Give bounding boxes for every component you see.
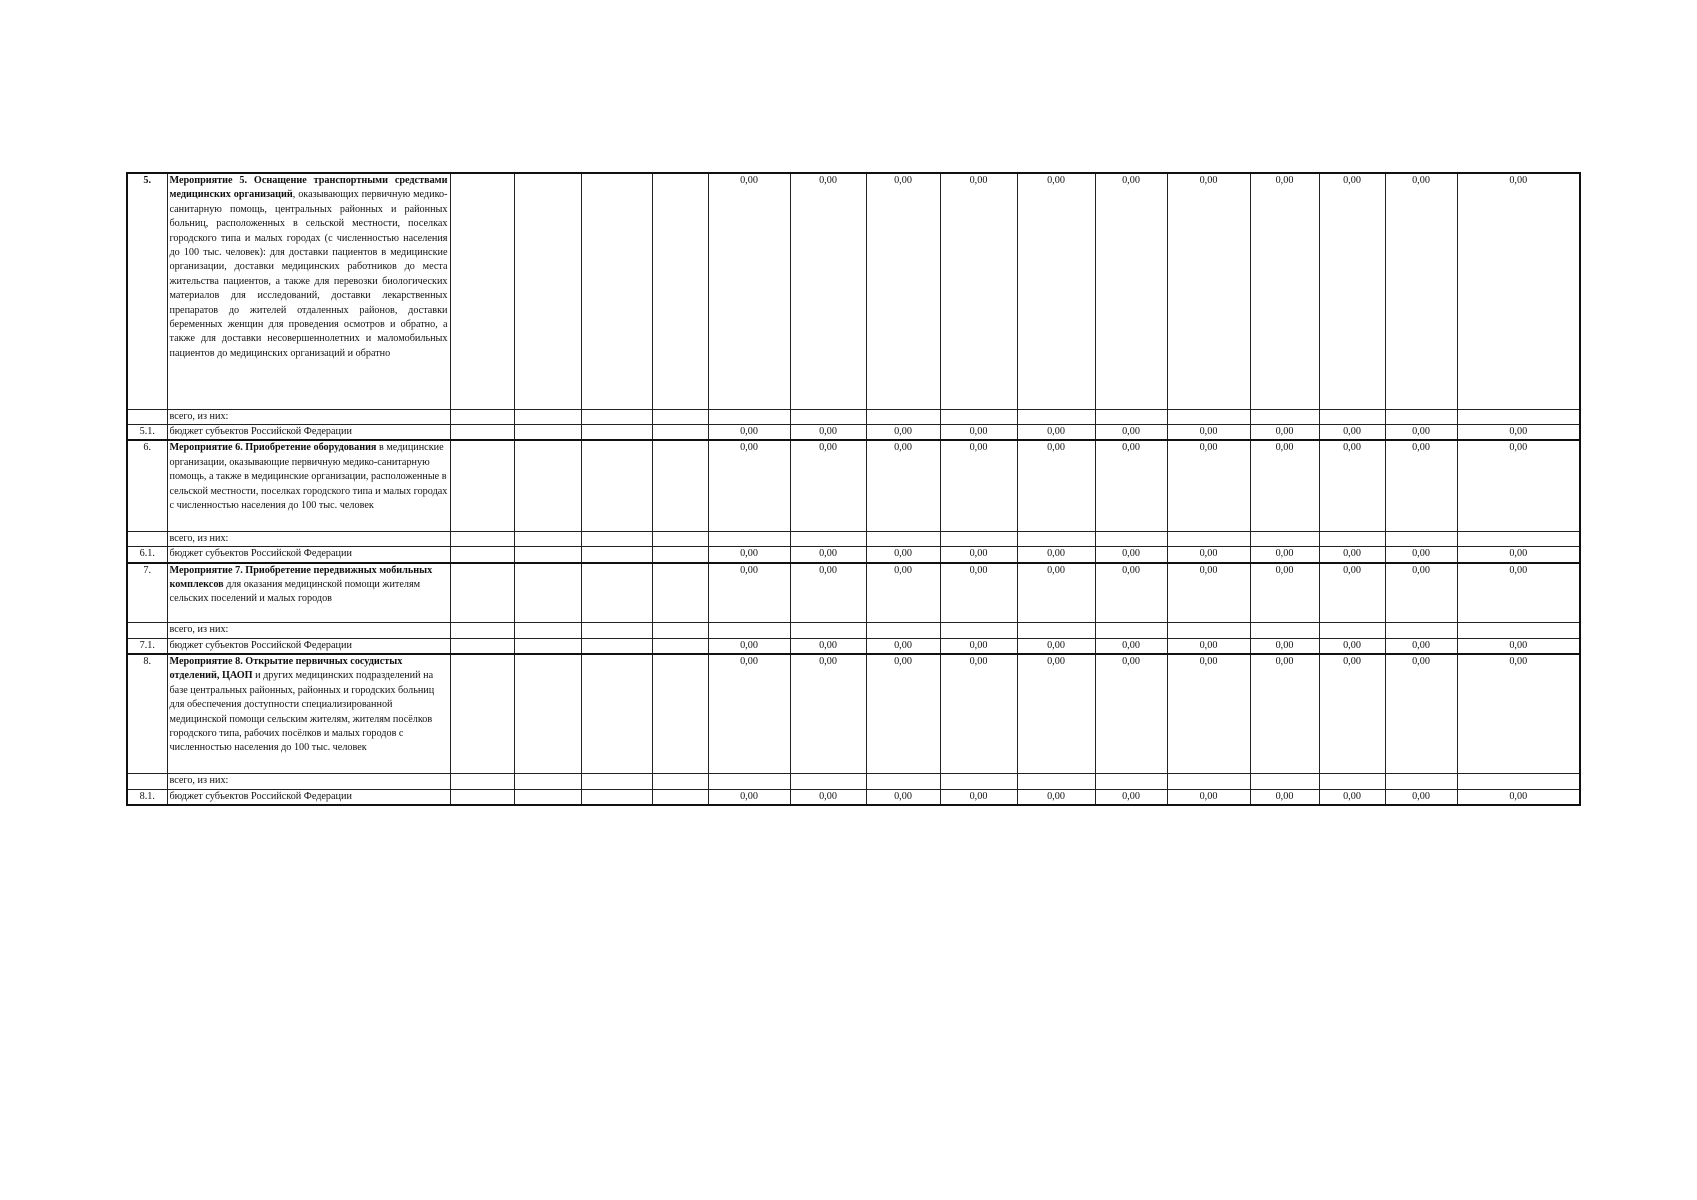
value-cell: 0,00 (1319, 563, 1385, 623)
row-label: бюджет субъектов Российской Федерации (167, 789, 450, 805)
empty-cell (450, 440, 514, 531)
value-cell: 0,00 (1457, 638, 1580, 654)
value-cell: 0,00 (1457, 440, 1580, 531)
value-cell (1017, 409, 1095, 424)
empty-cell (652, 409, 708, 424)
value-cell: 0,00 (1457, 424, 1580, 440)
measure-title: Мероприятие 7. Приобретение передвижных мобильных комплексов (169, 564, 433, 591)
value-cell (1095, 531, 1167, 546)
value-cell: 0,00 (1167, 424, 1250, 440)
value-cell: 0,00 (1385, 654, 1457, 774)
value-cell (790, 774, 866, 789)
row-label: всего, из них: (167, 409, 450, 424)
value-cell: 0,00 (790, 638, 866, 654)
value-cell: 0,00 (790, 654, 866, 774)
empty-cell (514, 409, 581, 424)
value-cell: 0,00 (708, 547, 790, 563)
value-cell: 0,00 (1250, 789, 1319, 805)
measure-text: для оказания медицинской помощи жителям сельских поселений и малых городов (169, 579, 421, 605)
value-cell (866, 531, 940, 546)
measure-description (167, 654, 450, 774)
row-number: 7. (127, 563, 167, 623)
empty-cell (581, 654, 652, 774)
empty-cell (514, 547, 581, 563)
value-cell: 0,00 (1167, 440, 1250, 531)
table-row (127, 638, 1580, 654)
row-label: бюджет субъектов Российской Федерации (167, 424, 450, 440)
value-cell (1457, 531, 1580, 546)
table-row (127, 654, 1580, 774)
empty-cell (514, 563, 581, 623)
value-cell (940, 774, 1017, 789)
value-cell: 0,00 (1457, 789, 1580, 805)
value-cell: 0,00 (940, 547, 1017, 563)
value-cell (1017, 531, 1095, 546)
value-cell: 0,00 (1319, 638, 1385, 654)
empty-cell (581, 440, 652, 531)
value-cell: 0,00 (1250, 654, 1319, 774)
value-cell: 0,00 (1250, 440, 1319, 531)
value-cell: 0,00 (1319, 654, 1385, 774)
value-cell (1385, 774, 1457, 789)
table-row (127, 424, 1580, 440)
empty-cell (450, 563, 514, 623)
value-cell: 0,00 (866, 654, 940, 774)
value-cell: 0,00 (1095, 563, 1167, 623)
table-row (127, 774, 1580, 789)
value-cell: 0,00 (1167, 173, 1250, 409)
value-cell: 0,00 (1385, 440, 1457, 531)
value-cell: 0,00 (940, 638, 1017, 654)
value-cell (708, 409, 790, 424)
empty-cell (581, 623, 652, 638)
empty-cell (581, 547, 652, 563)
empty-cell (514, 774, 581, 789)
empty-cell (652, 789, 708, 805)
budget-table (126, 172, 1581, 806)
value-cell: 0,00 (1457, 563, 1580, 623)
table-row (127, 623, 1580, 638)
value-cell (1017, 623, 1095, 638)
value-cell (1250, 774, 1319, 789)
value-cell: 0,00 (1457, 173, 1580, 409)
row-number (127, 774, 167, 789)
value-cell: 0,00 (940, 440, 1017, 531)
value-cell: 0,00 (866, 173, 940, 409)
value-cell: 0,00 (708, 789, 790, 805)
empty-cell (450, 638, 514, 654)
empty-cell (652, 774, 708, 789)
empty-cell (450, 173, 514, 409)
value-cell: 0,00 (1017, 173, 1095, 409)
empty-cell (514, 173, 581, 409)
empty-cell (581, 531, 652, 546)
empty-cell (652, 654, 708, 774)
empty-cell (450, 531, 514, 546)
row-label: всего, из них: (167, 623, 450, 638)
value-cell: 0,00 (1385, 547, 1457, 563)
empty-cell (450, 409, 514, 424)
table-row (127, 440, 1580, 531)
empty-cell (450, 424, 514, 440)
value-cell (940, 409, 1017, 424)
value-cell: 0,00 (790, 547, 866, 563)
value-cell: 0,00 (1167, 638, 1250, 654)
value-cell: 0,00 (1385, 789, 1457, 805)
table-row (127, 173, 1580, 409)
value-cell: 0,00 (1385, 563, 1457, 623)
value-cell (1319, 623, 1385, 638)
value-cell (1385, 409, 1457, 424)
empty-cell (514, 440, 581, 531)
value-cell (940, 623, 1017, 638)
value-cell: 0,00 (940, 563, 1017, 623)
measure-text: и других медицинских подразделений на базе центральных районных, районных и городских больниц для обеспечения доступности специализированной медицинской помощи сельским жителям, жителям посёлков городского типа, рабочих посёлков и малых городов с численностью населения до 100 тыс. человек (169, 670, 435, 754)
row-number (127, 409, 167, 424)
value-cell (708, 774, 790, 789)
row-number: 8. (127, 654, 167, 774)
measure-title: Мероприятие 6. Приобретение оборудования (169, 442, 377, 454)
value-cell (1167, 623, 1250, 638)
value-cell: 0,00 (1095, 654, 1167, 774)
empty-cell (652, 424, 708, 440)
table-row (127, 789, 1580, 805)
value-cell: 0,00 (1017, 547, 1095, 563)
row-number: 6.1. (127, 547, 167, 563)
value-cell: 0,00 (790, 563, 866, 623)
row-number: 8.1. (127, 789, 167, 805)
value-cell: 0,00 (1095, 424, 1167, 440)
value-cell: 0,00 (708, 563, 790, 623)
value-cell: 0,00 (708, 173, 790, 409)
row-number (127, 623, 167, 638)
value-cell: 0,00 (708, 654, 790, 774)
row-number: 5.1. (127, 424, 167, 440)
value-cell (1385, 623, 1457, 638)
row-number: 6. (127, 440, 167, 531)
value-cell: 0,00 (1095, 173, 1167, 409)
value-cell: 0,00 (1250, 638, 1319, 654)
value-cell (790, 409, 866, 424)
value-cell: 0,00 (1385, 173, 1457, 409)
value-cell: 0,00 (790, 440, 866, 531)
measure-title: Мероприятие 8. Открытие первичных сосудистых отделений, ЦАОП (169, 655, 403, 682)
value-cell: 0,00 (1017, 654, 1095, 774)
empty-cell (652, 440, 708, 531)
value-cell: 0,00 (1385, 638, 1457, 654)
value-cell: 0,00 (1385, 424, 1457, 440)
value-cell (1167, 409, 1250, 424)
value-cell: 0,00 (1017, 563, 1095, 623)
value-cell (1017, 774, 1095, 789)
value-cell: 0,00 (940, 654, 1017, 774)
value-cell: 0,00 (790, 173, 866, 409)
empty-cell (581, 409, 652, 424)
value-cell (790, 623, 866, 638)
value-cell: 0,00 (1457, 547, 1580, 563)
value-cell (1250, 531, 1319, 546)
value-cell: 0,00 (1319, 173, 1385, 409)
value-cell: 0,00 (790, 424, 866, 440)
measure-title: Мероприятие 5. Оснащение транспортными средствами медицинских организаций (169, 175, 448, 201)
empty-cell (514, 531, 581, 546)
value-cell: 0,00 (1017, 638, 1095, 654)
value-cell: 0,00 (1095, 547, 1167, 563)
value-cell (1250, 623, 1319, 638)
value-cell: 0,00 (1095, 638, 1167, 654)
empty-cell (581, 638, 652, 654)
value-cell (1319, 774, 1385, 789)
value-cell (708, 531, 790, 546)
value-cell (1095, 774, 1167, 789)
empty-cell (450, 654, 514, 774)
table-row (127, 409, 1580, 424)
empty-cell (652, 547, 708, 563)
table-row (127, 563, 1580, 623)
row-number (127, 531, 167, 546)
value-cell (1457, 623, 1580, 638)
empty-cell (514, 424, 581, 440)
value-cell: 0,00 (940, 789, 1017, 805)
empty-cell (652, 638, 708, 654)
value-cell: 0,00 (866, 547, 940, 563)
table-row (127, 531, 1580, 546)
value-cell: 0,00 (1250, 563, 1319, 623)
value-cell: 0,00 (1167, 547, 1250, 563)
value-cell: 0,00 (708, 440, 790, 531)
empty-cell (581, 789, 652, 805)
empty-cell (514, 638, 581, 654)
value-cell: 0,00 (1017, 424, 1095, 440)
empty-cell (450, 789, 514, 805)
value-cell: 0,00 (940, 173, 1017, 409)
value-cell: 0,00 (1017, 440, 1095, 531)
row-number: 5. (127, 173, 167, 409)
measure-description (167, 173, 450, 409)
empty-cell (652, 623, 708, 638)
value-cell (1385, 531, 1457, 546)
empty-cell (450, 547, 514, 563)
value-cell: 0,00 (790, 789, 866, 805)
value-cell: 0,00 (1167, 654, 1250, 774)
empty-cell (581, 424, 652, 440)
value-cell: 0,00 (866, 563, 940, 623)
value-cell (866, 774, 940, 789)
value-cell: 0,00 (1319, 547, 1385, 563)
value-cell (1095, 623, 1167, 638)
empty-cell (652, 563, 708, 623)
row-number: 7.1. (127, 638, 167, 654)
measure-description (167, 563, 450, 623)
value-cell (708, 623, 790, 638)
value-cell (1319, 531, 1385, 546)
value-cell: 0,00 (1250, 173, 1319, 409)
value-cell (1457, 409, 1580, 424)
value-cell (1457, 774, 1580, 789)
value-cell (1167, 531, 1250, 546)
value-cell (940, 531, 1017, 546)
empty-cell (514, 654, 581, 774)
value-cell: 0,00 (1319, 789, 1385, 805)
value-cell: 0,00 (1017, 789, 1095, 805)
value-cell: 0,00 (940, 424, 1017, 440)
value-cell: 0,00 (1095, 440, 1167, 531)
value-cell (1167, 774, 1250, 789)
empty-cell (581, 774, 652, 789)
value-cell: 0,00 (1167, 563, 1250, 623)
value-cell: 0,00 (1319, 424, 1385, 440)
value-cell: 0,00 (1457, 654, 1580, 774)
value-cell: 0,00 (1250, 424, 1319, 440)
empty-cell (581, 563, 652, 623)
value-cell: 0,00 (708, 638, 790, 654)
empty-cell (652, 173, 708, 409)
value-cell: 0,00 (866, 424, 940, 440)
empty-cell (652, 531, 708, 546)
value-cell: 0,00 (1250, 547, 1319, 563)
value-cell (866, 409, 940, 424)
row-label: бюджет субъектов Российской Федерации (167, 547, 450, 563)
table-row (127, 547, 1580, 563)
row-label: всего, из них: (167, 531, 450, 546)
empty-cell (450, 623, 514, 638)
empty-cell (514, 789, 581, 805)
value-cell: 0,00 (866, 789, 940, 805)
value-cell: 0,00 (866, 440, 940, 531)
empty-cell (514, 623, 581, 638)
value-cell (1319, 409, 1385, 424)
value-cell (1095, 409, 1167, 424)
value-cell: 0,00 (1167, 789, 1250, 805)
row-label: бюджет субъектов Российской Федерации (167, 638, 450, 654)
value-cell: 0,00 (1319, 440, 1385, 531)
value-cell (1250, 409, 1319, 424)
empty-cell (450, 774, 514, 789)
measure-description (167, 440, 450, 531)
value-cell (790, 531, 866, 546)
value-cell: 0,00 (1095, 789, 1167, 805)
measure-text: , оказывающих первичную медико-санитарную помощь, центральных районных и районных больниц, расположенных в сельской местности, поселках городского типа и малых городах (с численностью населения до 100 тыс. человек): для доставки пациентов в медицинские организации, доставки медицинских работников до места жительства пациентов, а также для перевозки биологических материалов для исследований, доставки лекарственных препаратов до жителей отдаленных районов, доставки беременных женщин для проведения осмотров и обратно, а также для доставки несовершеннолетних и маломобильных пациентов до медицинских организаций и обратно (169, 189, 448, 359)
empty-cell (581, 173, 652, 409)
row-label: всего, из них: (167, 774, 450, 789)
measure-text: в медицинские организации, оказывающие первичную медико-санитарную помощь, а также в медицинские организации, расположенные в сельской местности, поселках городского типа и малых городах с численностью населения до 100 тыс. человек (169, 442, 448, 511)
value-cell (866, 623, 940, 638)
value-cell: 0,00 (708, 424, 790, 440)
value-cell: 0,00 (866, 638, 940, 654)
